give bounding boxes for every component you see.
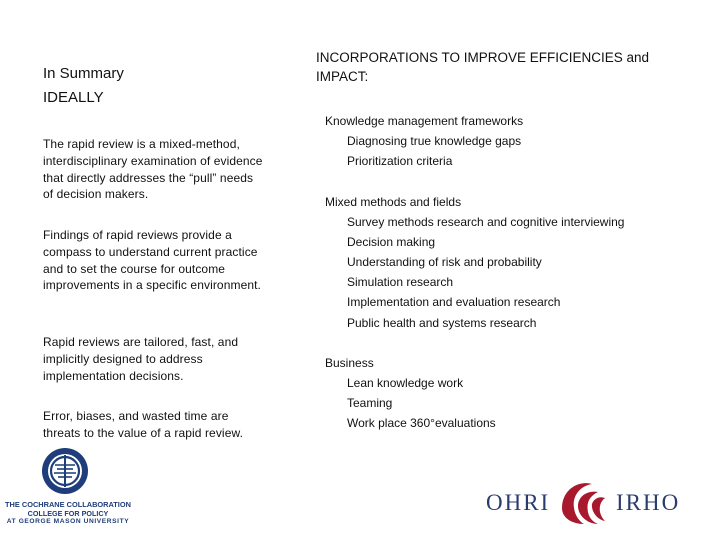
list-item: Implementation and evaluation research <box>347 295 561 309</box>
list-item: Prioritization criteria <box>347 154 453 168</box>
list-item: Simulation research <box>347 275 454 289</box>
paragraph-findings: Findings of rapid reviews provide a compass to understand current practice and to set the course for outcome improvements in a specific environment. <box>43 228 261 293</box>
right-heading <box>316 48 676 86</box>
cochrane-emblem-icon <box>40 446 90 496</box>
section-title-knowledge-management: Knowledge management frameworks <box>325 114 524 128</box>
list-item: Survey methods research and cognitive interviewing <box>347 215 625 229</box>
list-item: Teaming <box>347 396 393 410</box>
list-item: Understanding of risk and probability <box>347 255 542 269</box>
ohri-text: OHRI <box>486 490 551 515</box>
list-item: Diagnosing true knowledge gaps <box>347 134 522 148</box>
heading-ideally: IDEALLY <box>43 89 104 106</box>
section-title-mixed-methods: Mixed methods and fields <box>325 195 462 209</box>
list-item: Public health and systems research <box>347 316 537 330</box>
heading-incorporations: INCORPORATIONS TO IMPROVE EFFICIENCIES and <box>316 50 650 65</box>
paragraph-mixed-method: The rapid review is a mixed-method, interdisciplinary examination of evidence that directly addresses the “pull” needs of decision makers. <box>43 137 263 202</box>
section-title-business: Business <box>325 356 374 370</box>
cochrane-line-2: COLLEGE FOR POLICY <box>27 509 109 518</box>
list-item: Lean knowledge work <box>347 376 464 390</box>
ohri-logo <box>484 478 694 530</box>
left-heading <box>43 62 273 110</box>
heading-impact: IMPACT: <box>316 69 369 84</box>
heading-summary: In Summary <box>43 65 124 82</box>
paragraph-threats: Error, biases, and wasted time are threats to the value of a rapid review. <box>43 409 244 440</box>
cochrane-line-3: AT GEORGE MASON UNIVERSITY <box>6 518 130 525</box>
cochrane-logo <box>0 446 136 530</box>
paragraph-tailored: Rapid reviews are tailored, fast, and implicitly designed to address implementation decisions. <box>43 335 239 383</box>
irho-text: IRHO <box>616 490 681 515</box>
list-item: Work place 360°evaluations <box>347 416 496 430</box>
ohri-symbol-icon <box>558 478 608 528</box>
list-item: Decision making <box>347 235 436 249</box>
cochrane-line-1: THE COCHRANE COLLABORATION <box>5 500 131 509</box>
